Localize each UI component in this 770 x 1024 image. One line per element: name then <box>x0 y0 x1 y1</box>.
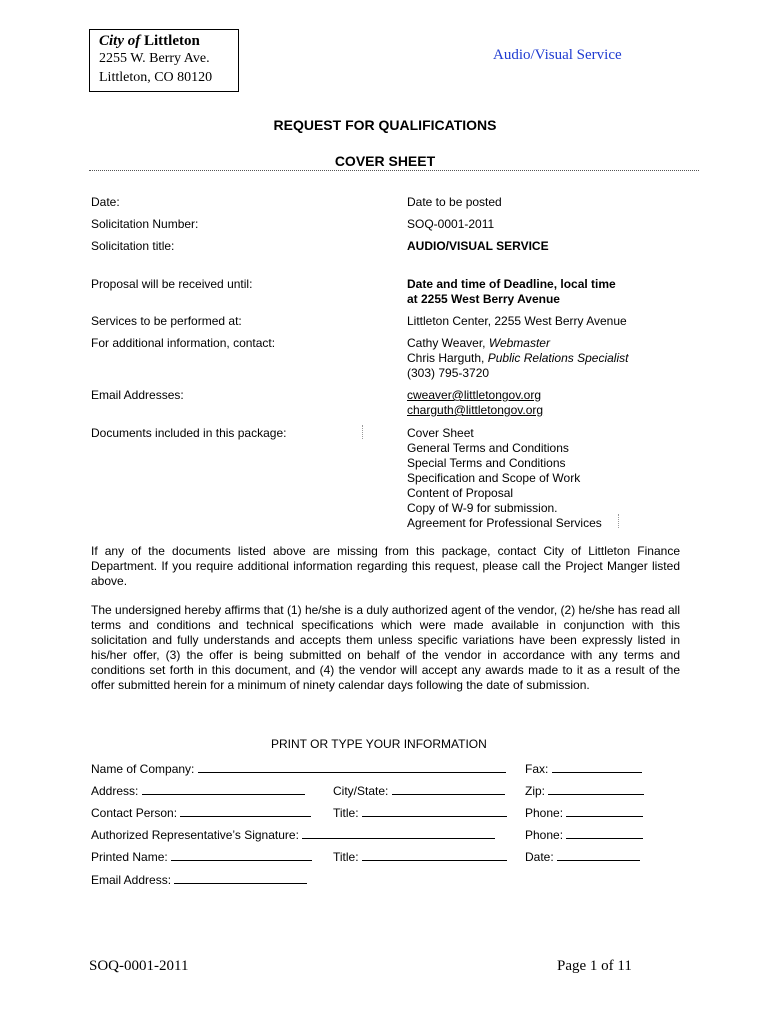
contact-label: For additional information, contact: <box>91 336 276 350</box>
services-value: Littleton Center, 2255 West Berry Avenue <box>407 314 627 328</box>
solicitation-title-value: AUDIO/VISUAL SERVICE <box>407 239 549 253</box>
contact-2-name: Chris Harguth, <box>407 351 485 365</box>
deadline-line-1: Date and time of Deadline, local time <box>407 277 616 291</box>
deadline-line-2: at 2255 West Berry Avenue <box>407 292 560 306</box>
solicitation-title-label: Solicitation title: <box>91 239 175 253</box>
date-field[interactable]: Date: <box>525 849 640 865</box>
solicitation-number-value: SOQ-0001-2011 <box>407 217 495 231</box>
email-link-2[interactable]: charguth@littletongov.org <box>407 403 544 417</box>
page-title: REQUEST FOR QUALIFICATIONS <box>273 117 497 133</box>
contact-2 <box>407 351 727 366</box>
address-line-2: Littleton, CO 80120 <box>99 70 213 85</box>
document-item: Special Terms and Conditions <box>407 456 566 470</box>
signature-field[interactable]: Authorized Representative’s Signature: <box>91 827 495 843</box>
contact-phone: (303) 795-3720 <box>407 366 490 380</box>
address-line-1: 2255 W. Berry Ave. <box>99 51 210 66</box>
deadline-label: Proposal will be received until: <box>91 277 253 291</box>
page-subtitle: COVER SHEET <box>334 153 436 169</box>
date-value: Date to be posted <box>407 195 502 209</box>
contact-2-title: Public Relations Specialist <box>487 351 629 365</box>
email-link-1[interactable]: cweaver@littletongov.org <box>407 388 542 402</box>
city-state-field[interactable]: City/State: <box>333 783 505 799</box>
email-address-field[interactable]: Email Address: <box>91 872 307 888</box>
email-values <box>407 388 727 418</box>
title-2-field[interactable]: Title: <box>333 849 507 865</box>
zip-field[interactable]: Zip: <box>525 783 644 799</box>
city-logo <box>99 33 238 49</box>
field-marker <box>618 514 619 528</box>
solicitation-number-label: Solicitation Number: <box>91 217 199 231</box>
contact-1-name: Cathy Weaver, <box>407 336 486 350</box>
services-label: Services to be performed at: <box>91 314 242 328</box>
contact-1-title: Webmaster <box>488 336 550 350</box>
document-item: General Terms and Conditions <box>407 441 569 455</box>
contact-value <box>407 336 727 381</box>
city-address-box <box>89 29 239 92</box>
document-item: Content of Proposal <box>407 486 514 500</box>
title-field[interactable]: Title: <box>333 805 507 821</box>
fax-field[interactable]: Fax: <box>525 761 642 777</box>
date-label: Date: <box>91 195 120 209</box>
document-item: Agreement for Professional Services <box>407 516 602 530</box>
phone-2-field[interactable]: Phone: <box>525 827 643 843</box>
footer-page-number: Page 1 of 11 <box>557 958 632 974</box>
document-item: Copy of W-9 for submission. <box>407 501 558 515</box>
logo-city-of: City of <box>99 33 141 49</box>
phone-field[interactable]: Phone: <box>525 805 643 821</box>
documents-list <box>407 426 727 531</box>
header-right-title: Audio/Visual Service <box>493 47 622 63</box>
logo-littleton: Littleton <box>144 33 200 49</box>
company-name-field[interactable]: Name of Company: <box>91 761 506 777</box>
affirmation-paragraph: The undersigned hereby affirms that (1) he/she is a duly authorized agent of the vendor, (2) he/she has read all terms and conditions and technical specifications which were made available in conjunction with this solicitation and fully understands and accepts them unless specific variations have been expressly listed in his/her offer, (3) the offer is being submitted on behalf of the vendor in accordance with any terms and conditions set forth in this document, and (4) the vendor will accept any awards made to it as a result of the offer submitted herein for a minimum of ninety calendar days following the date of submission. <box>91 603 680 692</box>
footer-document-id: SOQ-0001-2011 <box>89 958 189 974</box>
document-item: Cover Sheet <box>407 426 474 440</box>
printed-name-field[interactable]: Printed Name: <box>91 849 312 865</box>
missing-documents-paragraph: If any of the documents listed above are missing from this package, contact City of Littleton Finance Department. If you require additional information regarding this request, please call the Project Manger listed above. <box>91 544 680 588</box>
documents-label: Documents included in this package: <box>91 426 287 440</box>
title-divider <box>89 170 699 171</box>
contact-person-field[interactable]: Contact Person: <box>91 805 311 821</box>
address-field[interactable]: Address: <box>91 783 305 799</box>
field-marker <box>362 425 363 439</box>
contact-1 <box>407 336 727 351</box>
form-heading: PRINT OR TYPE YOUR INFORMATION <box>271 737 487 751</box>
document-item: Specification and Scope of Work <box>407 471 581 485</box>
email-label: Email Addresses: <box>91 388 184 402</box>
deadline-value <box>407 277 727 307</box>
